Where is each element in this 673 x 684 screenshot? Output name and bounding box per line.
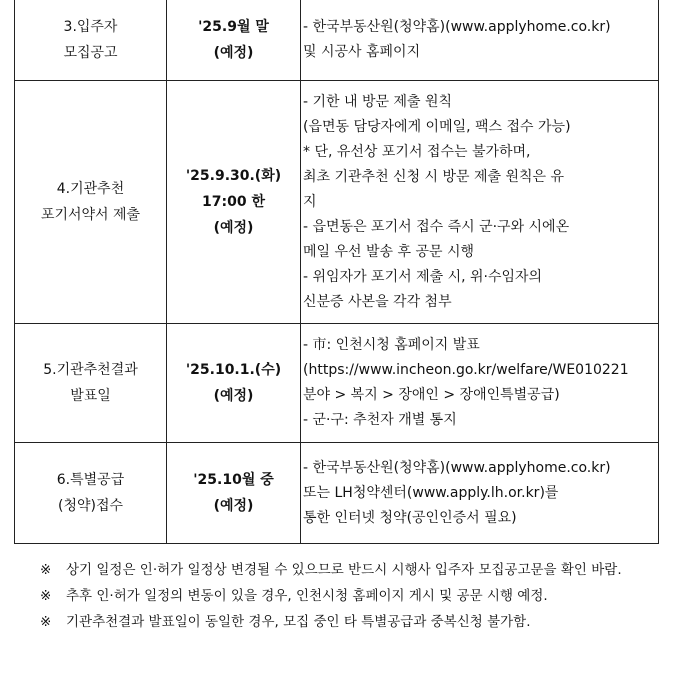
reference-mark: ※ (40, 562, 52, 578)
detail-line: (https://www.incheon.go.kr/welfare/WE010221 (303, 362, 629, 378)
detail-line: - 한국부동산원(청약홈)(www.applyhome.co.kr) (303, 459, 611, 476)
detail-line: - 위임자가 포기서 제출 시, 위·수임자의 (303, 268, 543, 285)
notes-section (40, 557, 660, 635)
stage-cell (15, 443, 167, 544)
stage-cell (15, 0, 167, 81)
stage-line: 6.특별공급 (56, 472, 125, 488)
stage-line: (청약)접수 (57, 498, 124, 514)
detail-line: 최초 기관추천 신청 시 방문 제출 원칙은 유 (303, 168, 565, 185)
date-cell (167, 81, 301, 324)
stage-line: 모집공고 (63, 44, 118, 61)
stage-cell (15, 324, 167, 443)
date-line: (예정) (213, 220, 254, 236)
detail-line: 지 (303, 193, 317, 210)
reference-mark: ※ (40, 614, 52, 630)
details-cell (301, 0, 659, 81)
table-row (15, 0, 659, 81)
date-line: (예정) (213, 388, 254, 404)
detail-line: - 市: 인천시청 홈페이지 발표 (303, 337, 480, 353)
detail-line: * 단, 유선상 포기서 접수는 불가하며, (303, 143, 531, 160)
date-line: '25.9.30.(화) (185, 168, 282, 184)
note-item (40, 557, 660, 583)
date-line: '25.9월 말 (198, 18, 269, 35)
note-text: 추후 인·허가 일정의 변동이 있을 경우, 인천시청 홈페이지 게시 및 공문 시행 예정. (66, 588, 548, 604)
date-line: (예정) (213, 498, 254, 514)
detail-line: 또는 LH청약센터(www.apply.lh.or.kr)를 (303, 484, 559, 501)
details-cell (301, 443, 659, 544)
stage-line: 포기서약서 제출 (40, 207, 141, 223)
detail-line: - 군·구: 추천자 개별 통지 (303, 412, 457, 428)
stage-line: 4.기관추천 (56, 181, 125, 197)
date-line: '25.10월 중 (193, 472, 274, 488)
detail-line: 신분증 사본을 각각 첨부 (303, 293, 452, 310)
date-cell (167, 324, 301, 443)
stage-line: 5.기관추천결과 (43, 362, 138, 378)
schedule-table (14, 0, 659, 544)
detail-line: - 한국부동산원(청약홈)(www.applyhome.co.kr) (303, 18, 611, 35)
detail-line: 분야 > 복지 > 장애인 > 장애인특별공급) (303, 387, 560, 403)
date-cell (167, 443, 301, 544)
detail-line: 메일 우선 발송 후 공문 시행 (303, 243, 475, 260)
detail-line: 통한 인터넷 청약(공인인증서 필요) (303, 509, 517, 526)
note-text: 기관추천결과 발표일이 동일한 경우, 모집 중인 타 특별공급과 중복신청 불가함. (66, 614, 531, 630)
detail-line: 및 시공사 홈페이지 (303, 43, 421, 60)
note-item (40, 609, 660, 635)
detail-line: - 읍면동은 포기서 접수 즉시 군·구와 시에온 (303, 218, 570, 235)
stage-line: 발표일 (70, 388, 111, 404)
note-item (40, 583, 660, 609)
details-cell (301, 324, 659, 443)
table-row (15, 324, 659, 443)
detail-line: (읍면동 담당자에게 이메일, 팩스 접수 가능) (303, 118, 571, 135)
table-row (15, 81, 659, 324)
date-line: (예정) (213, 44, 254, 61)
date-cell (167, 0, 301, 81)
table-row (15, 443, 659, 544)
date-line: '25.10.1.(수) (185, 362, 282, 378)
note-text: 상기 일정은 인·허가 일정상 변경될 수 있으므로 반드시 시행사 입주자 모집공고문을 확인 바람. (66, 562, 622, 578)
detail-line: - 기한 내 방문 제출 원칙 (303, 93, 453, 110)
reference-mark: ※ (40, 588, 52, 604)
details-cell (301, 81, 659, 324)
date-line: 17:00 한 (202, 194, 265, 210)
stage-cell (15, 81, 167, 324)
stage-line: 3.입주자 (63, 18, 118, 35)
